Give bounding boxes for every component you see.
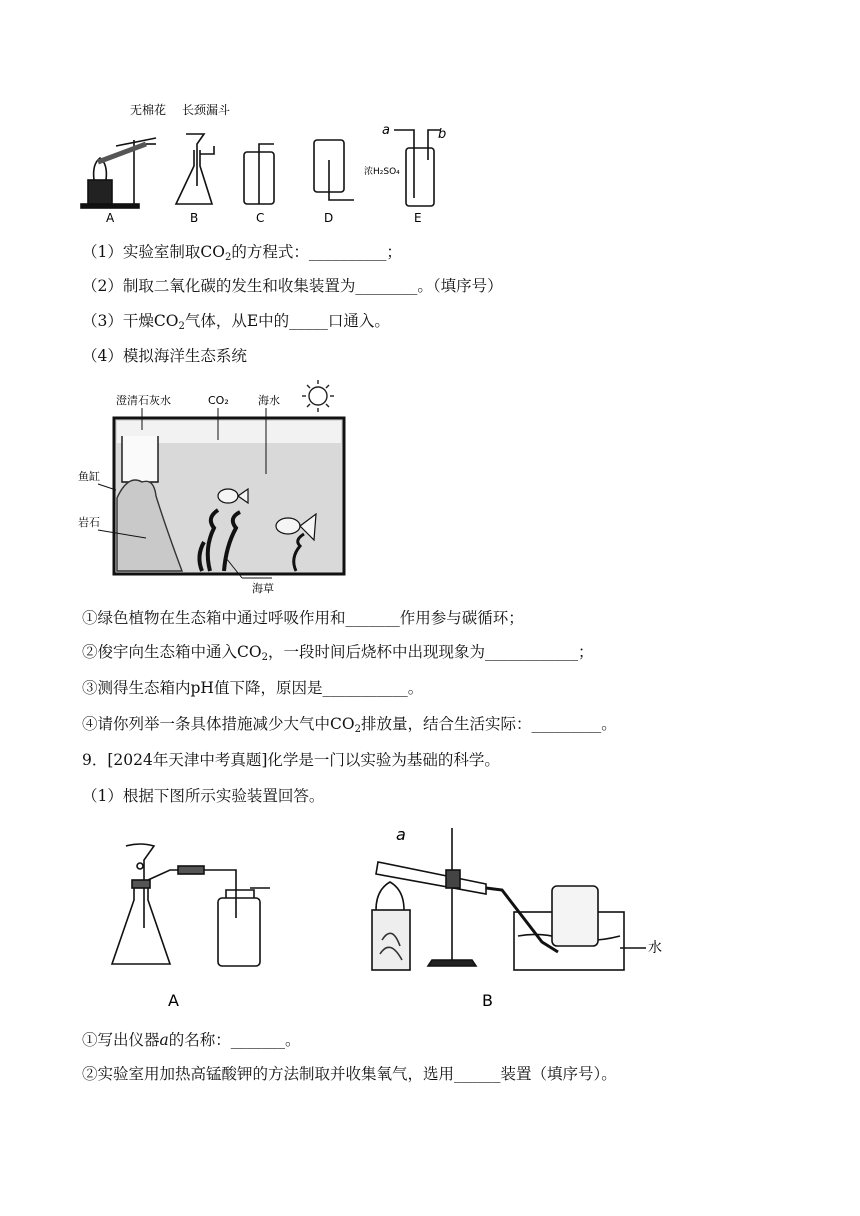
q8-sub-2-co2: CO bbox=[237, 643, 262, 661]
q8-item-1 bbox=[82, 242, 402, 268]
letter-e: E bbox=[414, 211, 422, 225]
apparatus-figure-1-drawing bbox=[76, 100, 456, 228]
collection-bottle bbox=[552, 886, 598, 946]
label-tank: 鱼缸 bbox=[78, 470, 100, 483]
q8-item-3-pre: （3）干燥 bbox=[82, 312, 154, 330]
lamp-block bbox=[372, 910, 410, 970]
q8-sub-2-pre: ②俊宇向生态箱中通入 bbox=[82, 643, 238, 661]
port-a-label: a bbox=[382, 123, 390, 138]
q8-item-3-co2: CO bbox=[153, 312, 179, 330]
q8-sub-4-post: 排放量，结合生活实际：_________。 bbox=[360, 715, 617, 733]
q8-item-1-pre: （1）实验室制取 bbox=[82, 243, 201, 261]
q8-item-3 bbox=[82, 311, 390, 337]
q8-item-3-post: 气体，从E中的_____口通入。 bbox=[184, 312, 390, 330]
q8-item-3-sub: 2 bbox=[178, 321, 185, 332]
label-water: 水 bbox=[648, 940, 662, 956]
q9-item-1-a: a bbox=[159, 1031, 169, 1049]
q9-item-2: ②实验室用加热高锰酸钾的方法制取并收集氧气，选用______装置（填序号）。 bbox=[82, 1065, 617, 1083]
q8-item-1-co2: CO bbox=[200, 243, 225, 261]
q8-sub-2-sub: 2 bbox=[261, 652, 268, 663]
q9-item-1-post: 的名称：_______。 bbox=[168, 1031, 301, 1049]
q8-sub-4 bbox=[82, 714, 617, 740]
label-limewater: 澄清石灰水 bbox=[116, 394, 171, 407]
beaker bbox=[122, 436, 158, 482]
label-funnel: 长颈漏斗 bbox=[182, 103, 231, 117]
conical-flask bbox=[176, 150, 212, 204]
ecosystem-figure bbox=[76, 378, 356, 600]
q9-sub-1: （1）根据下图所示实验装置回答。 bbox=[82, 787, 325, 805]
label-cotton: 无棉花 bbox=[130, 103, 167, 117]
q9-item-1-pre: ①写出仪器 bbox=[82, 1031, 160, 1049]
port-b-label: b bbox=[438, 127, 447, 142]
letter-a: A bbox=[106, 211, 115, 225]
test-tube bbox=[376, 862, 486, 894]
q8-sub-4-sub: 2 bbox=[354, 724, 361, 735]
conical-flask-a bbox=[112, 884, 170, 964]
apparatus-figure-2 bbox=[100, 820, 680, 1016]
q8-sub-3: ③测得生态箱内pH值下降，原因是___________。 bbox=[82, 679, 424, 697]
q8-sub-1: ①绿色植物在生态箱中通过呼吸作用和_______作用参与碳循环； bbox=[82, 609, 524, 627]
q8-item-2: （2）制取二氧化碳的发生和收集装置为________。（填序号） bbox=[82, 277, 503, 295]
q8-sub-4-co2: CO bbox=[330, 715, 355, 733]
q8-sub-2 bbox=[82, 642, 593, 668]
label-conc-acid: 浓H₂SO₄ bbox=[364, 167, 400, 177]
letter-a-setup: A bbox=[168, 991, 179, 1010]
letter-b: B bbox=[190, 211, 199, 225]
q8-item-4: （4）模拟海洋生态系统 bbox=[82, 347, 247, 365]
label-co2: CO₂ bbox=[208, 394, 229, 407]
q9-item-1 bbox=[82, 1030, 301, 1050]
q8-sub-2-post: ，一段时间后烧杯中出现现象为____________； bbox=[267, 643, 594, 661]
q8-item-1-sub: 2 bbox=[224, 252, 232, 263]
label-seawater: 海水 bbox=[258, 394, 280, 407]
letter-c: C bbox=[256, 211, 265, 225]
q9-title: 9．[2024年天津中考真题]化学是一门以实验为基础的科学。 bbox=[82, 751, 500, 769]
alcohol-lamp-b bbox=[376, 882, 404, 910]
letter-b-setup: B bbox=[482, 991, 493, 1010]
instrument-a-label: a bbox=[396, 825, 406, 844]
q8-sub-4-pre: ④请你列举一条具体措施减少大气中 bbox=[82, 715, 331, 733]
apparatus-figure-2-drawing bbox=[100, 820, 680, 1016]
ecosystem-figure-drawing bbox=[76, 378, 356, 600]
apparatus-figure-1 bbox=[76, 100, 456, 228]
letter-d: D bbox=[324, 211, 334, 225]
gas-jar-a bbox=[218, 898, 260, 966]
label-seaweed: 海草 bbox=[252, 582, 274, 595]
wash-bottle-e bbox=[406, 148, 434, 206]
alcohol-lamp-base bbox=[88, 180, 112, 204]
q8-item-1-post: 的方程式：__________； bbox=[231, 243, 402, 261]
label-rock: 岩石 bbox=[78, 516, 100, 529]
sun-icon bbox=[302, 380, 334, 412]
